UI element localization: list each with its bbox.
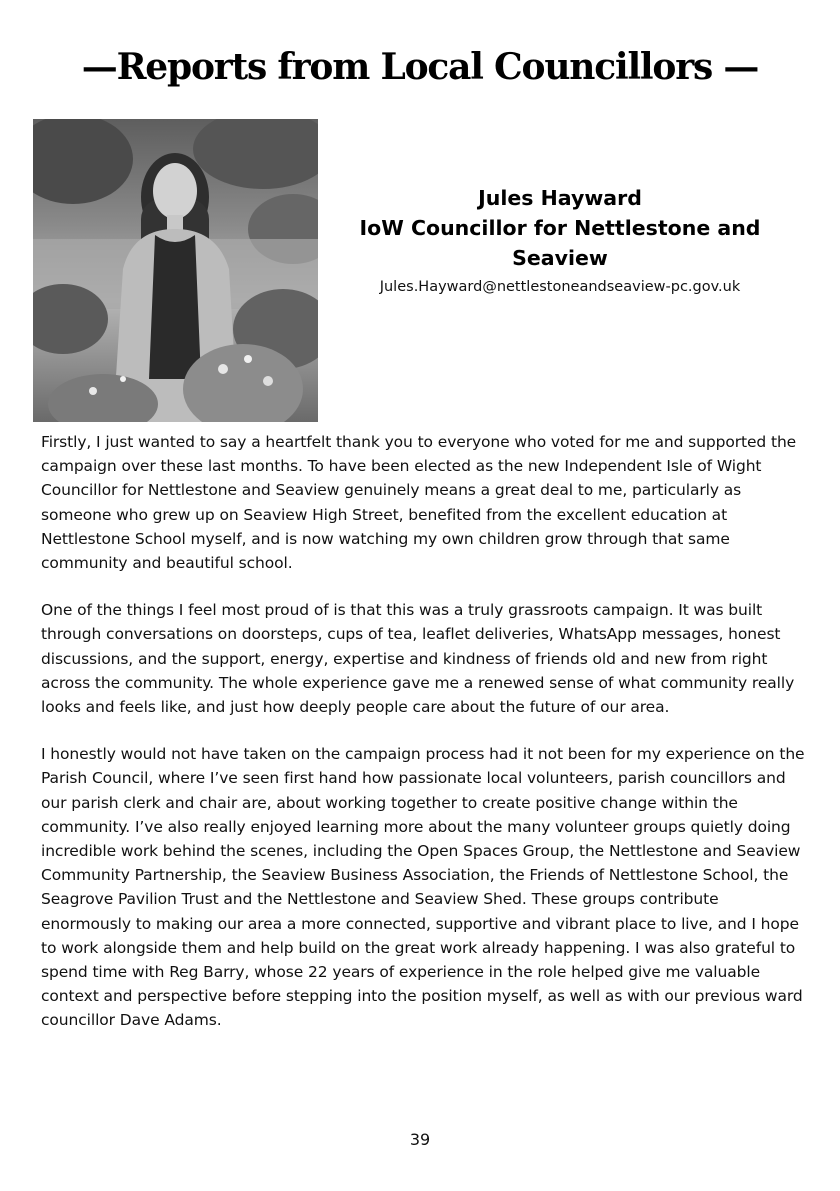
paragraph: Firstly, I just wanted to say a heartfelt thank you to everyone who voted for me and supported the campaign over these last months. To have been elected as the new Independent Isle of Wight Councillor for Nettlestone and Seaview genuinely means a great deal to me, particularly as someone who grew up on Seaview High Street, benefited from the excellent education at Nettlestone School myself, and is now watching my own children grow through that same community and beautiful school.: [41, 433, 797, 573]
councillor-portrait-icon: [33, 119, 318, 422]
page-number: 39: [409, 1130, 431, 1149]
author-role: IoW Councillor for Nettlestone and Seaview: [359, 216, 761, 270]
report-body: [41, 430, 806, 1056]
page-title: —Reports from Local Councillors —: [81, 46, 759, 88]
paragraph: I honestly would not have taken on the campaign process had it not been for my experience on the Parish Council, where I’ve seen first hand how passionate local volunteers, parish councillors and our parish clerk and chair are, about working together to create positive change within the community. I’ve also really enjoyed learning more about the many volunteer groups quietly doing incredible work behind the scenes, including the Open Spaces Group, the Nettlestone and Seaview Community Partnership, the Seaview Business Association, the Friends of Nettlestone School, the Seagrove Pavilion Trust and the Nettlestone and Seaview Shed. These groups contribute enormously to making our area a more connected, supportive and vibrant place to live, and I hope to work alongside them and help build on the great work already happening. I was also grateful to spend time with Reg Barry, whose 22 years of experience in the role helped give me valuable context and perspective before stepping into the position myself, as well as with our previous ward councillor Dave Adams.: [41, 745, 805, 1030]
paragraph: One of the things I feel most proud of is that this was a truly grassroots campaign. It was built through conversations on doorsteps, cups of tea, leaflet deliveries, WhatsApp messages, honest discussions, and the support, energy, expertise and kindness of friends old and new from right across the community. The whole experience gave me a renewed sense of what community really looks and feels like, and just how deeply people care about the future of our area.: [41, 601, 795, 717]
councillor-portrait-photo: [33, 119, 318, 422]
author-name: Jules Hayward: [478, 186, 642, 210]
author-info: [340, 183, 780, 299]
author-email: Jules.Hayward@nettlestoneandseaview-pc.gov.uk: [379, 279, 741, 295]
